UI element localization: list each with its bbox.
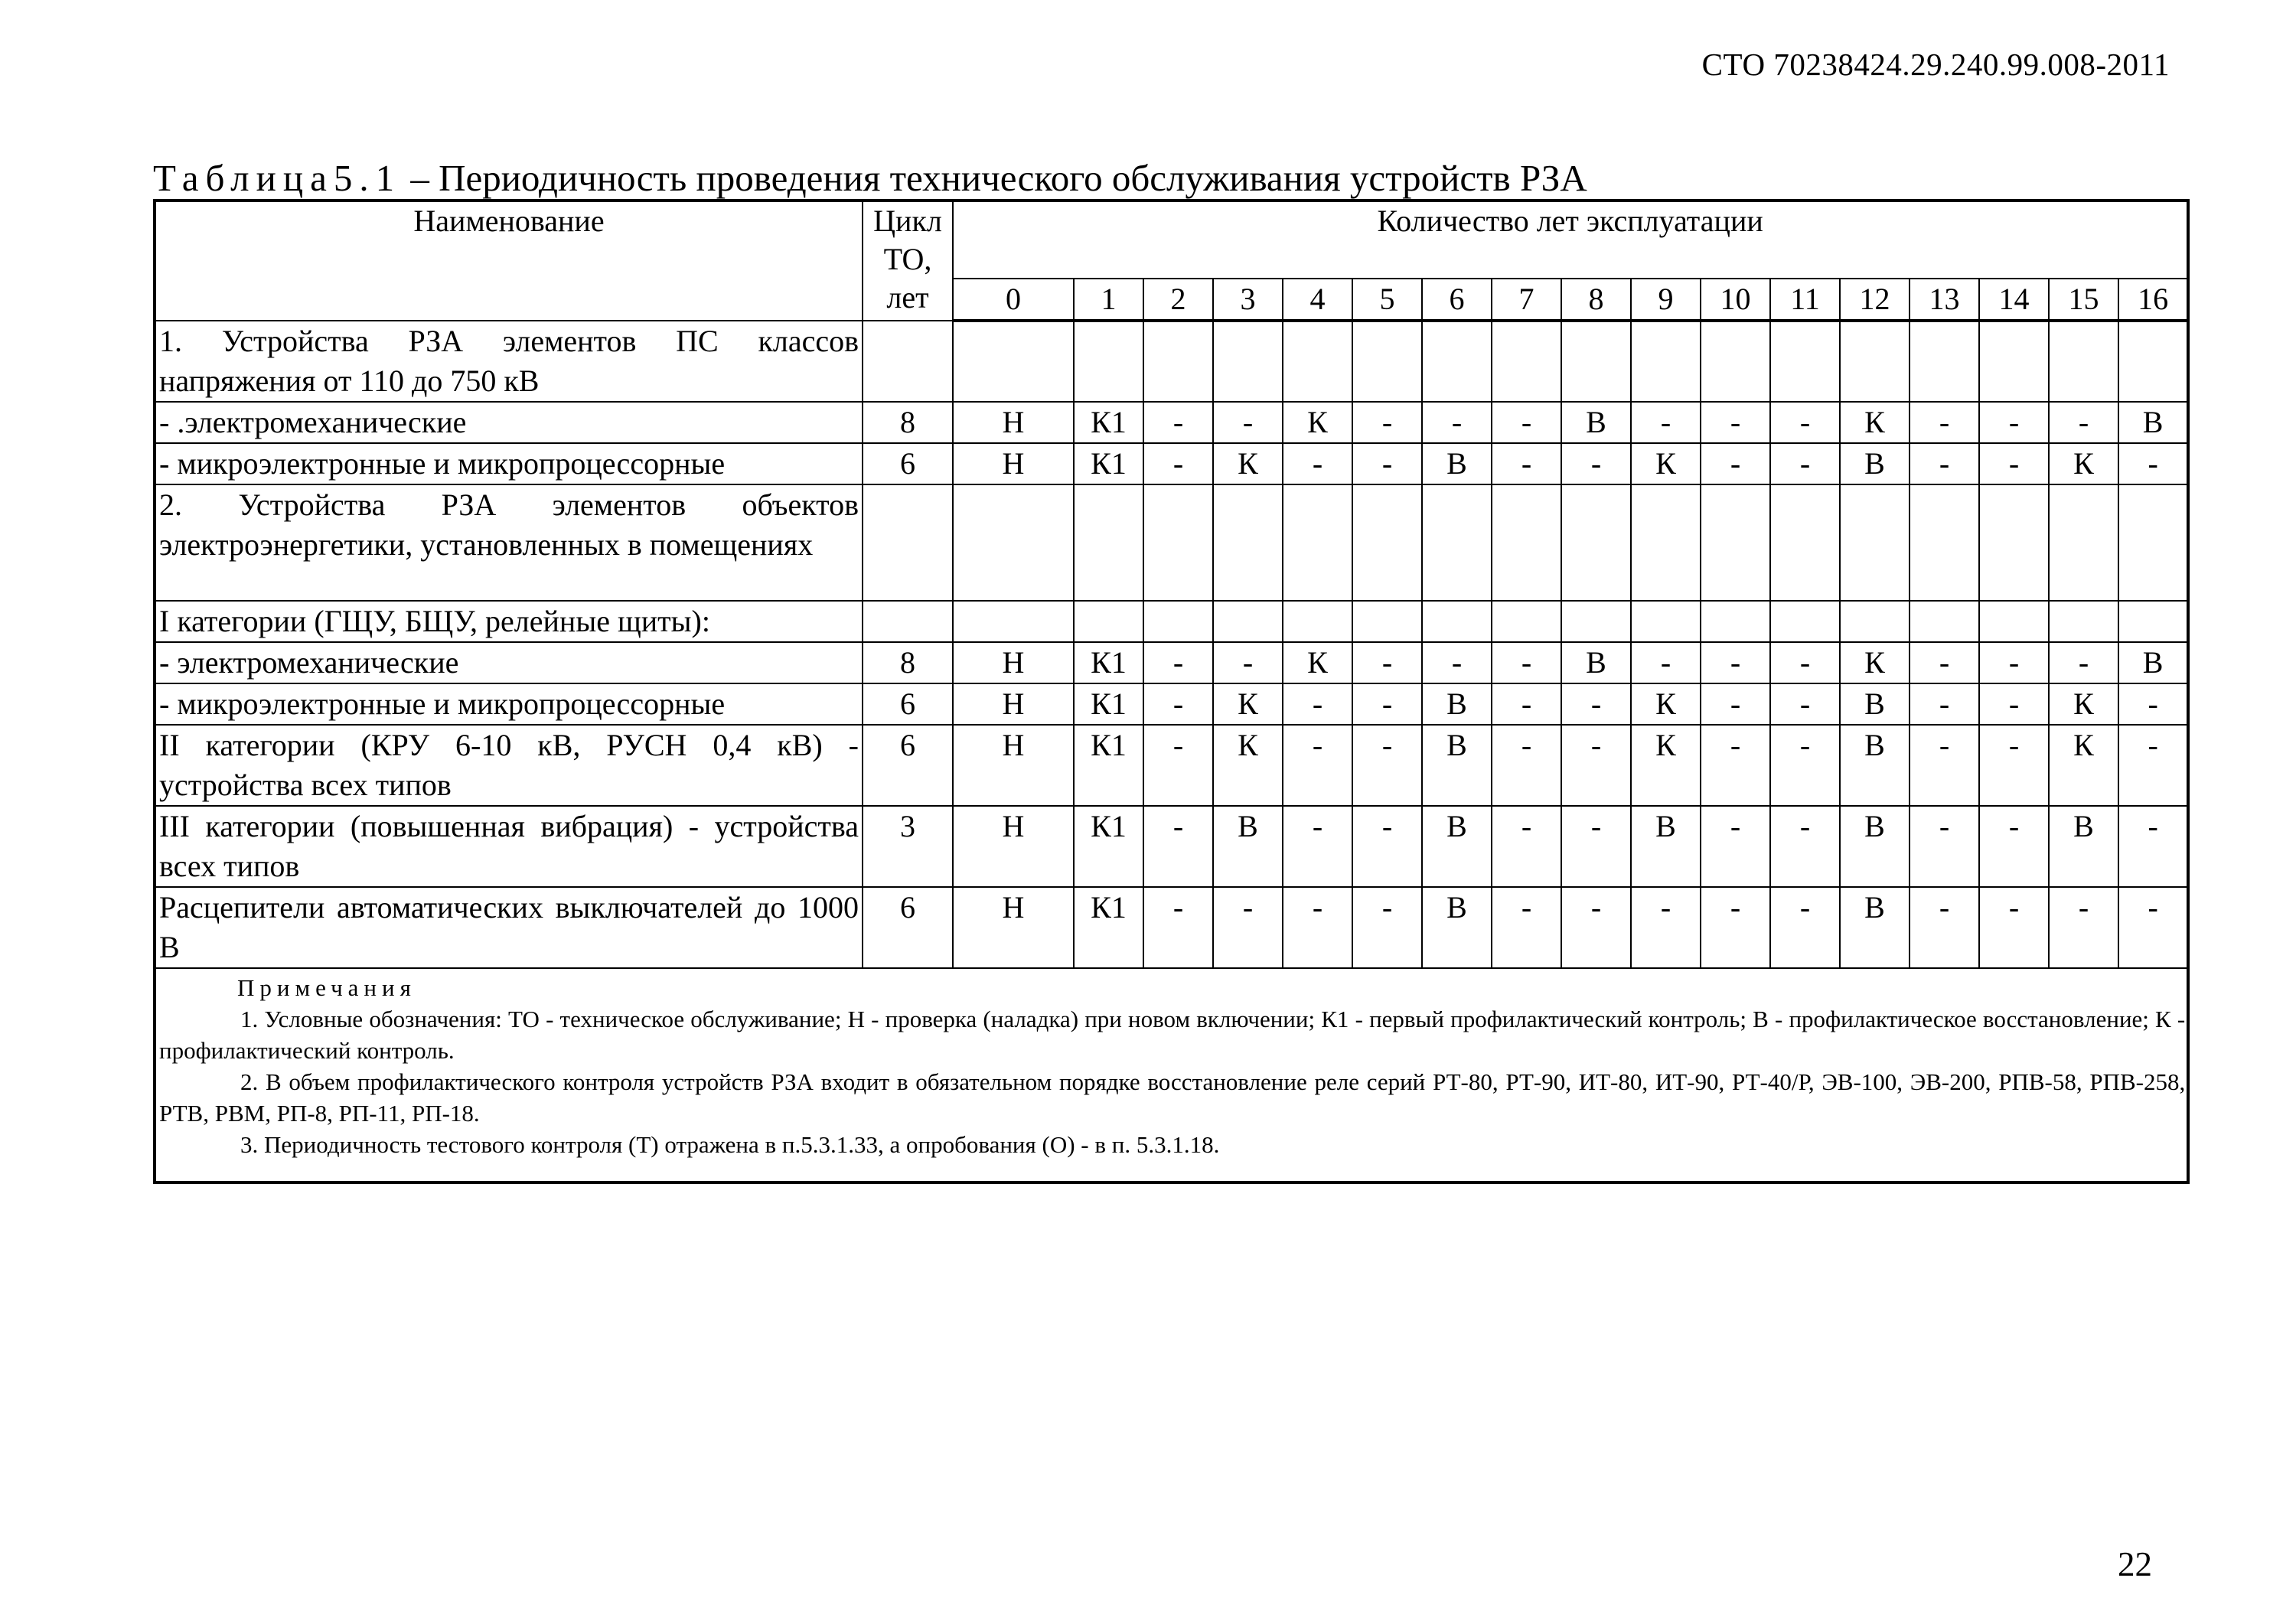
row-year-value-cell: К1 (1074, 402, 1143, 443)
row-year-value-cell: - (1701, 443, 1770, 484)
year-header-cell: 5 (1352, 279, 1422, 321)
table-row (155, 887, 2188, 968)
row-year-value-cell: - (1143, 887, 1213, 968)
row-year-value-cell (1492, 601, 1561, 642)
row-year-value-cell: - (1979, 443, 2049, 484)
document-code: СТО 70238424.29.240.99.008-2011 (1701, 47, 2170, 82)
row-year-value-cell: К1 (1074, 806, 1143, 887)
row-year-value-cell (2118, 601, 2188, 642)
row-cycle-cell: 8 (863, 402, 953, 443)
notes-cell (155, 968, 2188, 1182)
table-row (155, 321, 2188, 402)
row-year-value-cell: В (1631, 806, 1701, 887)
row-year-value-cell (953, 484, 1074, 601)
row-year-value-cell: - (1283, 806, 1352, 887)
row-cycle-cell (863, 484, 953, 601)
row-year-value-cell: К (1283, 642, 1352, 683)
row-year-value-cell: - (1701, 806, 1770, 887)
row-year-value-cell (2049, 484, 2118, 601)
row-year-value-cell (953, 601, 1074, 642)
row-year-value-cell (1631, 321, 1701, 402)
row-cycle-cell: 6 (863, 887, 953, 968)
row-year-value-cell: К (1631, 725, 1701, 806)
row-year-value-cell: - (1143, 443, 1213, 484)
row-year-value-cell: - (1143, 806, 1213, 887)
row-year-value-cell: В (1422, 725, 1492, 806)
column-header-years: Количество лет эксплуатации (953, 201, 2188, 279)
row-year-value-cell (2118, 321, 2188, 402)
row-year-value-cell: - (1422, 402, 1492, 443)
row-name-cell: II категории (КРУ 6-10 кВ, РУСН 0,4 кВ) - устройства всех типов (155, 725, 863, 806)
year-header-cell: 4 (1283, 279, 1352, 321)
row-year-value-cell: - (1492, 683, 1561, 725)
year-header-cell: 1 (1074, 279, 1143, 321)
table-row (155, 683, 2188, 725)
row-year-value-cell (1979, 601, 2049, 642)
row-year-value-cell: - (1701, 887, 1770, 968)
row-year-value-cell (1561, 601, 1631, 642)
row-year-value-cell: - (2118, 725, 2188, 806)
row-year-value-cell (1213, 601, 1283, 642)
row-year-value-cell: К (1840, 642, 1910, 683)
row-year-value-cell: - (1143, 402, 1213, 443)
row-year-value-cell: - (1979, 642, 2049, 683)
row-name-cell: I категории (ГЩУ, БЩУ, релейные щиты): (155, 601, 863, 642)
row-year-value-cell: К (1283, 402, 1352, 443)
row-year-value-cell: - (1492, 642, 1561, 683)
row-year-value-cell: - (1910, 887, 1979, 968)
row-year-value-cell: К (2049, 443, 2118, 484)
row-year-value-cell: - (1701, 725, 1770, 806)
table-row (155, 601, 2188, 642)
row-year-value-cell: К (1631, 443, 1701, 484)
row-year-value-cell (1074, 321, 1143, 402)
row-name-cell: 2. Устройства РЗА элементов объектов электроэнергетики, установленных в помещениях (155, 484, 863, 601)
row-year-value-cell: Н (953, 642, 1074, 683)
row-year-value-cell: - (1770, 725, 1840, 806)
row-name-cell: - электромеханические (155, 642, 863, 683)
row-year-value-cell: - (1283, 887, 1352, 968)
row-cycle-cell (863, 601, 953, 642)
note-3: 3. Периодичность тестового контроля (Т) отражена в п.5.3.1.33, а опробования (О) - в п. 5.3.1.18. (240, 1131, 1220, 1158)
row-year-value-cell (1840, 484, 1910, 601)
year-header-cell: 12 (1840, 279, 1910, 321)
row-year-value-cell: - (1492, 725, 1561, 806)
row-name-cell: - .электромеханические (155, 402, 863, 443)
row-cycle-cell: 3 (863, 806, 953, 887)
row-year-value-cell: - (2118, 806, 2188, 887)
row-year-value-cell: - (1910, 725, 1979, 806)
row-year-value-cell (1143, 601, 1213, 642)
row-name-cell: III категории (повышенная вибрация) - устройства всех типов (155, 806, 863, 887)
year-header-cell: 7 (1492, 279, 1561, 321)
row-year-value-cell (1422, 601, 1492, 642)
row-year-value-cell: В (1840, 443, 1910, 484)
year-header-cell: 0 (953, 279, 1074, 321)
row-year-value-cell: - (1352, 443, 1422, 484)
row-year-value-cell: - (1352, 806, 1422, 887)
row-year-value-cell: К (1213, 443, 1283, 484)
row-year-value-cell: - (1143, 642, 1213, 683)
row-cycle-cell: 6 (863, 725, 953, 806)
table-row (155, 402, 2188, 443)
row-year-value-cell: - (1979, 402, 2049, 443)
row-name-cell: - микроэлектронные и микропроцессорные (155, 443, 863, 484)
row-year-value-cell: В (1840, 887, 1910, 968)
row-year-value-cell: - (1770, 887, 1840, 968)
maintenance-schedule-table (153, 199, 2190, 1184)
row-year-value-cell (953, 321, 1074, 402)
row-year-value-cell: - (1770, 443, 1840, 484)
row-year-value-cell: - (2049, 887, 2118, 968)
row-year-value-cell: К1 (1074, 642, 1143, 683)
row-year-value-cell: - (1352, 887, 1422, 968)
row-year-value-cell: - (1283, 683, 1352, 725)
row-year-value-cell: - (1492, 402, 1561, 443)
note-1: 1. Условные обозначения: ТО - техническое обслуживание; Н - проверка (наладка) при новом включении; К1 - первый профилактический контроль; В - профилактическое восстановление; К - профилактический контроль. (159, 1006, 2186, 1064)
row-year-value-cell: - (2049, 642, 2118, 683)
row-year-value-cell: В (1561, 642, 1631, 683)
page-number: 22 (2118, 1545, 2152, 1583)
row-cycle-cell (863, 321, 953, 402)
row-year-value-cell: - (1283, 725, 1352, 806)
row-cycle-cell: 8 (863, 642, 953, 683)
notes-title: Примечания (237, 974, 416, 1001)
row-year-value-cell: - (1979, 806, 2049, 887)
row-year-value-cell (1631, 601, 1701, 642)
row-year-value-cell: - (1352, 402, 1422, 443)
row-year-value-cell: - (1143, 683, 1213, 725)
row-year-value-cell: - (1561, 443, 1631, 484)
row-year-value-cell: Н (953, 725, 1074, 806)
row-year-value-cell: Н (953, 887, 1074, 968)
row-year-value-cell: - (1631, 402, 1701, 443)
row-year-value-cell (1910, 484, 1979, 601)
table-row (155, 443, 2188, 484)
row-year-value-cell (1143, 321, 1213, 402)
row-year-value-cell: В (2118, 642, 2188, 683)
row-year-value-cell (1910, 601, 1979, 642)
year-header-cell: 2 (1143, 279, 1213, 321)
row-year-value-cell: - (1979, 887, 2049, 968)
year-header-cell: 8 (1561, 279, 1631, 321)
row-year-value-cell (2118, 484, 2188, 601)
row-cycle-cell: 6 (863, 443, 953, 484)
row-year-value-cell: Н (953, 443, 1074, 484)
row-year-value-cell: - (1910, 402, 1979, 443)
year-header-cell: 13 (1910, 279, 1979, 321)
row-year-value-cell: - (2118, 683, 2188, 725)
year-header-cell: 15 (2049, 279, 2118, 321)
row-year-value-cell (1701, 601, 1770, 642)
row-year-value-cell: - (1631, 887, 1701, 968)
row-year-value-cell (1770, 321, 1840, 402)
row-year-value-cell: Н (953, 806, 1074, 887)
column-header-name: Наименование (155, 201, 863, 321)
row-year-value-cell: - (1422, 642, 1492, 683)
year-header-cell: 6 (1422, 279, 1492, 321)
row-year-value-cell (1910, 321, 1979, 402)
row-year-value-cell (1213, 321, 1283, 402)
row-year-value-cell: - (1492, 806, 1561, 887)
row-name-cell: - микроэлектронные и микропроцессорные (155, 683, 863, 725)
row-year-value-cell: Н (953, 402, 1074, 443)
row-year-value-cell (1561, 321, 1631, 402)
column-header-cycle (863, 201, 953, 321)
row-year-value-cell: В (1213, 806, 1283, 887)
row-year-value-cell: - (1910, 642, 1979, 683)
row-year-value-cell (1422, 484, 1492, 601)
row-year-value-cell: - (2118, 887, 2188, 968)
row-year-value-cell: - (1910, 443, 1979, 484)
row-year-value-cell (2049, 321, 2118, 402)
column-header-cycle-label: Цикл ТО, (873, 204, 942, 276)
row-year-value-cell: К (2049, 683, 2118, 725)
row-year-value-cell: - (1352, 642, 1422, 683)
row-year-value-cell (1840, 601, 1910, 642)
row-year-value-cell: - (1701, 683, 1770, 725)
row-name-cell: Расцепители автоматических выключателей до 1000 В (155, 887, 863, 968)
row-year-value-cell: К1 (1074, 683, 1143, 725)
row-year-value-cell (1283, 601, 1352, 642)
row-year-value-cell: В (1422, 887, 1492, 968)
row-year-value-cell: В (1561, 402, 1631, 443)
row-year-value-cell (1143, 484, 1213, 601)
year-header-cell: 16 (2118, 279, 2188, 321)
row-year-value-cell: - (1352, 725, 1422, 806)
row-year-value-cell: Н (953, 683, 1074, 725)
row-name-cell: 1. Устройства РЗА элементов ПС классов напряжения от 110 до 750 кВ (155, 321, 863, 402)
row-year-value-cell (1701, 321, 1770, 402)
row-year-value-cell: - (1979, 725, 2049, 806)
row-year-value-cell: - (1701, 402, 1770, 443)
table-caption-label: Таблица5.1 (153, 157, 402, 199)
note-2: 2. В объем профилактического контроля устройств РЗА входит в обязательном порядке восстановление реле серий РТ-80, РТ-90, ИТ-80, ИТ-90, РТ-40/Р, ЭВ-100, ЭВ-200, РПВ-58, РПВ-258, РТВ, РВМ, РП-8, РП-11, РП-18. (159, 1068, 2186, 1127)
row-year-value-cell (2049, 601, 2118, 642)
year-header-cell: 11 (1770, 279, 1840, 321)
row-year-value-cell: В (1840, 806, 1910, 887)
row-year-value-cell: - (1910, 683, 1979, 725)
table-caption (153, 156, 1587, 200)
row-year-value-cell: - (1701, 642, 1770, 683)
row-year-value-cell: - (1492, 887, 1561, 968)
row-year-value-cell (1492, 484, 1561, 601)
row-year-value-cell (1213, 484, 1283, 601)
table-row (155, 806, 2188, 887)
row-year-value-cell: - (1770, 642, 1840, 683)
row-year-value-cell (1701, 484, 1770, 601)
row-year-value-cell (1492, 321, 1561, 402)
row-year-value-cell: - (1561, 887, 1631, 968)
row-year-value-cell: - (1283, 443, 1352, 484)
row-year-value-cell (1352, 321, 1422, 402)
row-year-value-cell: - (1561, 683, 1631, 725)
row-year-value-cell: - (1910, 806, 1979, 887)
row-year-value-cell: - (2118, 443, 2188, 484)
row-year-value-cell: - (1352, 683, 1422, 725)
row-year-value-cell: К (1631, 683, 1701, 725)
row-year-value-cell: - (1979, 683, 2049, 725)
row-year-value-cell: В (2049, 806, 2118, 887)
row-year-value-cell: К (2049, 725, 2118, 806)
row-year-value-cell: К1 (1074, 725, 1143, 806)
row-year-value-cell (1283, 484, 1352, 601)
table-row (155, 725, 2188, 806)
row-year-value-cell: В (1422, 806, 1492, 887)
row-year-value-cell (1561, 484, 1631, 601)
row-year-value-cell: К (1840, 402, 1910, 443)
year-header-cell: 3 (1213, 279, 1283, 321)
table-caption-dash: – (410, 157, 429, 199)
table-row (155, 484, 2188, 601)
row-year-value-cell: - (1213, 642, 1283, 683)
row-year-value-cell: - (1770, 402, 1840, 443)
row-year-value-cell: - (1492, 443, 1561, 484)
row-year-value-cell: В (1840, 725, 1910, 806)
row-year-value-cell (1074, 601, 1143, 642)
row-year-value-cell: - (1213, 887, 1283, 968)
year-header-cell: 14 (1979, 279, 2049, 321)
row-year-value-cell: - (2049, 402, 2118, 443)
row-year-value-cell (1352, 601, 1422, 642)
table-row (155, 642, 2188, 683)
row-year-value-cell: - (1143, 725, 1213, 806)
row-year-value-cell (1840, 321, 1910, 402)
row-year-value-cell: К (1213, 725, 1283, 806)
row-year-value-cell: - (1631, 642, 1701, 683)
row-cycle-cell: 6 (863, 683, 953, 725)
row-year-value-cell: К (1213, 683, 1283, 725)
row-year-value-cell: В (2118, 402, 2188, 443)
row-year-value-cell (1631, 484, 1701, 601)
row-year-value-cell: В (1422, 683, 1492, 725)
row-year-value-cell (1979, 484, 2049, 601)
column-header-cycle-unit: лет (886, 280, 929, 315)
row-year-value-cell: К1 (1074, 443, 1143, 484)
row-year-value-cell: - (1561, 806, 1631, 887)
row-year-value-cell: - (1770, 683, 1840, 725)
row-year-value-cell (1770, 484, 1840, 601)
year-header-cell: 9 (1631, 279, 1701, 321)
row-year-value-cell: В (1422, 443, 1492, 484)
row-year-value-cell: К1 (1074, 887, 1143, 968)
row-year-value-cell (1074, 484, 1143, 601)
row-year-value-cell (1352, 484, 1422, 601)
row-year-value-cell (1979, 321, 2049, 402)
row-year-value-cell (1422, 321, 1492, 402)
year-header-cell: 10 (1701, 279, 1770, 321)
row-year-value-cell: В (1840, 683, 1910, 725)
row-year-value-cell (1283, 321, 1352, 402)
row-year-value-cell (1770, 601, 1840, 642)
row-year-value-cell: - (1561, 725, 1631, 806)
table-caption-title: Периодичность проведения технического обслуживания устройств РЗА (439, 157, 1587, 199)
row-year-value-cell: - (1213, 402, 1283, 443)
row-year-value-cell: - (1770, 806, 1840, 887)
